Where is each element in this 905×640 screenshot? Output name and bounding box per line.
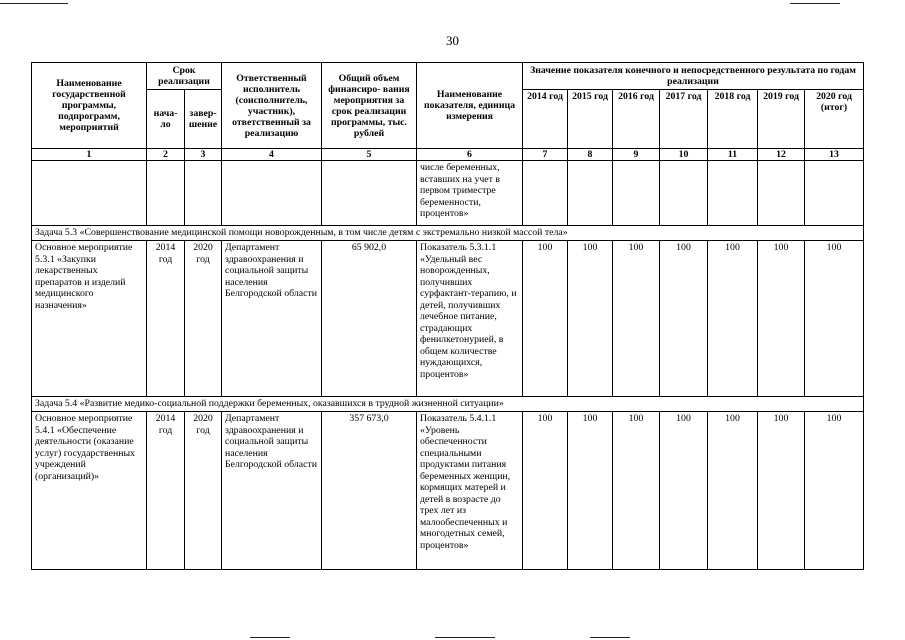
header-values-group: Значение показателя конечного и непосредственного результата по годам реализации <box>523 63 864 90</box>
column-number: 12 <box>758 149 805 161</box>
column-number: 3 <box>185 149 222 161</box>
responsible-executor: Департамент здравоохранения и социальной защиты населения Белгородской области <box>222 241 322 397</box>
continuation-row <box>32 161 864 226</box>
activity-name: Основное мероприятие 5.3.1 «Закупки лекарственных препаратов и изделий медицинского назначения» <box>32 241 147 397</box>
header-year: 2017 год <box>660 90 708 149</box>
task-title: Задача 5.3 «Совершенствование медицинской помощи новорожденным, в том числе детям с экстремально низкой массой тела» <box>32 226 864 241</box>
indicator-value: 100 <box>660 241 708 397</box>
end-year: 2020 год <box>185 412 222 570</box>
indicator-name: Показатель 5.3.1.1 «Удельный вес новорожденных, получивших сурфактант-терапию, и детей, получивших лечебное питание, страдающих фенилкетонурией, в общем количестве нуждающихся, процентов» <box>417 241 523 397</box>
column-number-row <box>32 149 864 161</box>
header-responsible: Ответственный исполнитель (соисполнитель, участник), ответственный за реализацию <box>222 63 322 149</box>
indicator-value: 100 <box>708 241 758 397</box>
indicator-continuation: числе беременных, вставших на учет в первом триместре беременности, процентов» <box>417 161 523 226</box>
header-term: Срок реализации <box>147 63 222 90</box>
indicator-value: 100 <box>660 412 708 570</box>
funding-volume: 357 673,0 <box>322 412 417 570</box>
indicator-value: 100 <box>568 241 613 397</box>
column-number: 13 <box>805 149 864 161</box>
scan-artifact-line <box>250 637 290 638</box>
indicator-value: 100 <box>758 241 805 397</box>
scan-artifact-line <box>590 637 630 638</box>
column-number: 5 <box>322 149 417 161</box>
indicator-value: 100 <box>805 412 864 570</box>
indicator-value: 100 <box>613 241 660 397</box>
column-number: 9 <box>613 149 660 161</box>
task-title: Задача 5.4 «Развитие медико-социальной поддержки беременных, оказавшихся в трудной жизненной ситуации» <box>32 397 864 412</box>
indicator-name: Показатель 5.4.1.1 «Уровень обеспеченности специальными продуктами питания беременных женщин, кормящих матерей и детей в возрасте до трех лет из малообеспеченных и многодетных семей, процентов» <box>417 412 523 570</box>
program-table <box>31 62 864 570</box>
header-year: 2015 год <box>568 90 613 149</box>
indicator-value: 100 <box>758 412 805 570</box>
header-year: 2018 год <box>708 90 758 149</box>
header-year: 2020 год (итог) <box>805 90 864 149</box>
end-year: 2020 год <box>185 241 222 397</box>
header-name: Наименование государственной программы, подпрограмм, мероприятий <box>32 63 147 149</box>
column-number: 1 <box>32 149 147 161</box>
scan-artifact-line <box>0 3 68 4</box>
activity-name: Основное мероприятие 5.4.1 «Обеспечение деятельности (оказание услуг) государственных учреждений (организаций)» <box>32 412 147 570</box>
indicator-value: 100 <box>805 241 864 397</box>
task-row <box>32 226 864 241</box>
start-year: 2014 год <box>147 412 185 570</box>
scan-artifact-line <box>790 3 840 4</box>
scan-artifact-line <box>435 637 495 638</box>
funding-volume: 65 902,0 <box>322 241 417 397</box>
indicator-value: 100 <box>708 412 758 570</box>
indicator-value: 100 <box>613 412 660 570</box>
column-number: 7 <box>523 149 568 161</box>
indicator-value: 100 <box>568 412 613 570</box>
column-number: 10 <box>660 149 708 161</box>
start-year: 2014 год <box>147 241 185 397</box>
header-end: завер- шение <box>185 90 222 149</box>
column-number: 6 <box>417 149 523 161</box>
column-number: 11 <box>708 149 758 161</box>
column-number: 2 <box>147 149 185 161</box>
page-number: 30 <box>446 33 459 48</box>
header-volume: Общий объем финансиро- вания мероприятия за срок реализации программы, тыс. рублей <box>322 63 417 149</box>
task-row <box>32 397 864 412</box>
header-start: нача- ло <box>147 90 185 149</box>
header-year: 2014 год <box>523 90 568 149</box>
responsible-executor: Департамент здравоохранения и социальной защиты населения Белгородской области <box>222 412 322 570</box>
table-row <box>32 241 864 397</box>
table-row <box>32 412 864 570</box>
column-number: 8 <box>568 149 613 161</box>
indicator-value: 100 <box>523 412 568 570</box>
header-year: 2019 год <box>758 90 805 149</box>
header-year: 2016 год <box>613 90 660 149</box>
column-number: 4 <box>222 149 322 161</box>
indicator-value: 100 <box>523 241 568 397</box>
header-indicator: Наименование показателя, единица измерения <box>417 63 523 149</box>
